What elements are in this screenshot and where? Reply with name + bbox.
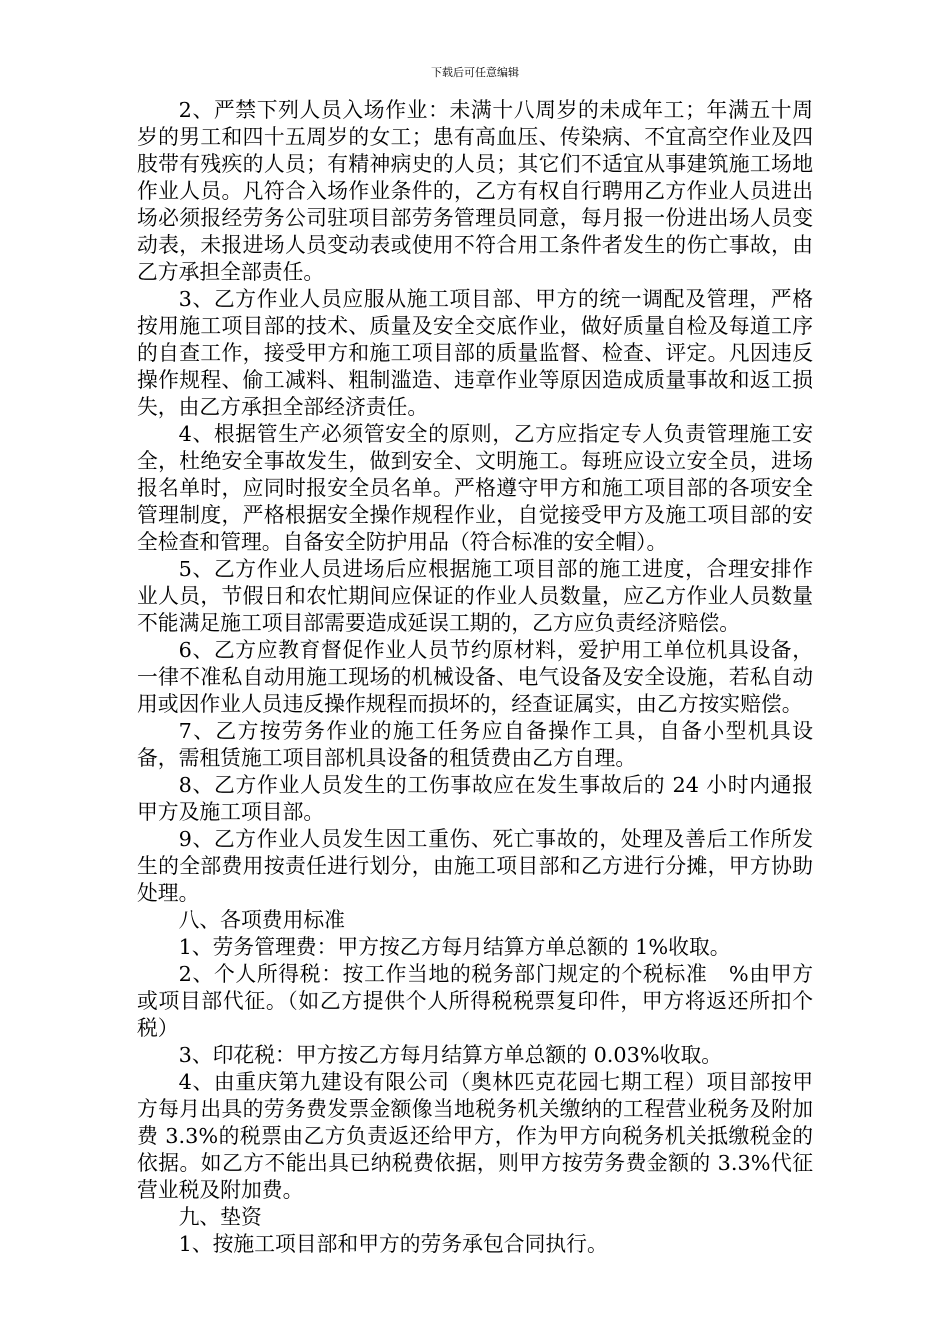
clause-7-4: 4、根据管生产必须管安全的原则，乙方应指定专人负责管理施工安全，杜绝安全事故发生，做到安全、文明施工。每班应设立安全员，进场报名单时，应同时报安全员名单。严格遵守甲方和施工项目部的各项安全管理制度，严格根据安全操作规程作业，自觉接受甲方及施工项目部的安全检查和管理。自备安全防护用品（符合标准的安全帽）。	[137, 422, 813, 554]
clause-7-9: 9、乙方作业人员发生因工重伤、死亡事故的，处理及善后工作所发生的全部费用按责任进行划分，由施工项目部和乙方进行分摊，甲方协助处理。	[137, 827, 813, 905]
clause-8-1: 1、劳务管理费：甲方按乙方每月结算方单总额的 1%收取。	[178, 935, 731, 959]
section-heading-8: 八、各项费用标准	[178, 908, 345, 932]
clause-7-8: 8、乙方作业人员发生的工伤事故应在发生事故后的 24 小时内通报甲方及施工项目部。	[137, 773, 813, 824]
clause-7-2: 2、严禁下列人员入场作业：未满十八周岁的未成年工；年满五十周岁的男工和四十五周岁的女工；患有高血压、传染病、不宜高空作业及四肢带有残疾的人员；有精神病史的人员；其它们不适宜从事建筑施工场地作业人员。凡符合入场作业条件的，乙方有权自行聘用乙方作业人员进出场必须报经劳务公司驻项目部劳务管理员同意，每月报一份进出场人员变动表，未报进场人员变动表或使用不符合用工条件者发生的伤亡事故，由乙方承担全部责任。	[137, 98, 813, 284]
section-heading-9: 九、垫资	[178, 1205, 262, 1229]
clause-8-2: 2、个人所得税：按工作当地的税务部门规定的个税标准 %由甲方或项目部代征。（如乙方提供个人所得税税票复印件，甲方将返还所扣个税）	[137, 962, 813, 1040]
clause-7-5: 5、乙方作业人员进场后应根据施工项目部的施工进度，合理安排作业人员，节假日和农忙期间应保证的作业人员数量，应乙方作业人员数量不能满足施工项目部需要造成延误工期的，乙方应负责经济赔偿。	[137, 557, 813, 635]
clause-7-7: 7、乙方按劳务作业的施工任务应自备操作工具，自备小型机具设备，需租赁施工项目部机具设备的租赁费由乙方自理。	[137, 719, 813, 770]
clause-8-3: 3、印花税：甲方按乙方每月结算方单总额的 0.03%收取。	[178, 1043, 723, 1067]
page-header: 下载后可任意编辑	[431, 66, 519, 79]
document-body	[137, 97, 813, 1258]
clause-7-3: 3、乙方作业人员应服从施工项目部、甲方的统一调配及管理，严格按用施工项目部的技术、质量及安全交底作业，做好质量自检及每道工序的自查工作，接受甲方和施工项目部的质量监督、检查、评定。凡因违反操作规程、偷工减料、粗制滥造、违章作业等原因造成质量事故和返工损失，由乙方承担全部经济责任。	[137, 287, 813, 419]
clause-8-4: 4、由重庆第九建设有限公司（奥林匹克花园七期工程）项目部按甲方每月出具的劳务费发票金额像当地税务机关缴纳的工程营业税务及附加费 3.3%的税票由乙方负责返还给甲方，作为甲方向税务机关抵缴税金的依据。如乙方不能出具已纳税费依据，则甲方按劳务费金额的 3.3%代征营业税及附加费。	[137, 1070, 813, 1202]
clause-7-6: 6、乙方应教育督促作业人员节约原材料，爱护用工单位机具设备，一律不准私自动用施工现场的机械设备、电气设备及安全设施，若私自动用或因作业人员违反操作规程而损坏的，经查证属实，由乙方按实赔偿。	[137, 638, 813, 716]
clause-9-1: 1、按施工项目部和甲方的劳务承包合同执行。	[178, 1232, 608, 1256]
